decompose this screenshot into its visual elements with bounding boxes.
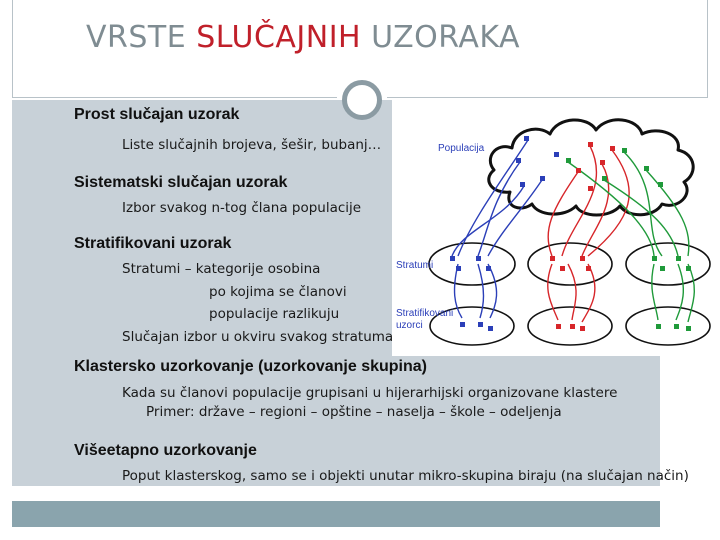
section-line: Liste slučajnih brojeva, šešir, bubanj… bbox=[122, 137, 382, 153]
section-line: po kojima se članovi bbox=[209, 284, 347, 300]
sample-dots bbox=[460, 322, 691, 331]
title-rule-right bbox=[387, 97, 708, 98]
title-suffix: UZORAKA bbox=[361, 20, 521, 55]
stratified-label-1: Stratifikovani bbox=[396, 308, 454, 319]
section-line: Stratumi – kategorije osobina bbox=[122, 261, 321, 277]
sampling-diagram bbox=[392, 100, 720, 356]
section-heading-systematic: Sistematski slučajan uzorak bbox=[74, 174, 288, 191]
title-rule-left bbox=[12, 97, 337, 98]
title-accent: SLUČAJNIH bbox=[196, 20, 362, 55]
sampling-diagram-svg bbox=[392, 100, 720, 356]
sample-ellipse-3 bbox=[626, 307, 710, 345]
title-prefix: VRSTE bbox=[86, 20, 197, 55]
population-label: Populacija bbox=[438, 143, 485, 154]
stratified-label-2: uzorci bbox=[396, 320, 423, 331]
section-heading-stratified: Stratifikovani uzorak bbox=[74, 235, 232, 252]
section-line: Kada su članovi populacije grupisani u hijerarhijski organizovane klastere bbox=[122, 385, 618, 401]
population-cloud bbox=[489, 120, 693, 215]
section-line: populacije razlikuju bbox=[209, 306, 340, 322]
stratum-ellipse-1 bbox=[429, 243, 515, 285]
stratum-ellipse-3 bbox=[626, 243, 710, 285]
section-line: Slučajan izbor u okviru svakog stratuma bbox=[122, 329, 394, 345]
section-heading-simple: Prost slučajan uzorak bbox=[74, 106, 240, 123]
section-heading-multistage: Višeetapno uzorkovanje bbox=[74, 442, 257, 459]
page-title bbox=[86, 20, 520, 55]
section-line: Poput klasterskog, samo se i objekti unutar mikro-skupina biraju (na slučajan način) bbox=[122, 468, 689, 484]
title-ring-ornament bbox=[342, 80, 382, 120]
stratum-ellipse-2 bbox=[528, 243, 612, 285]
section-line: Primer: države – regioni – opštine – naselja – škole – odeljenja bbox=[146, 404, 562, 420]
section-heading-cluster: Klastersko uzorkovanje (uzorkovanje skupina) bbox=[74, 358, 427, 375]
strata-label: Stratumi bbox=[396, 260, 434, 271]
footer-bar bbox=[12, 501, 660, 527]
section-line: Izbor svakog n-tog člana populacije bbox=[122, 200, 362, 216]
